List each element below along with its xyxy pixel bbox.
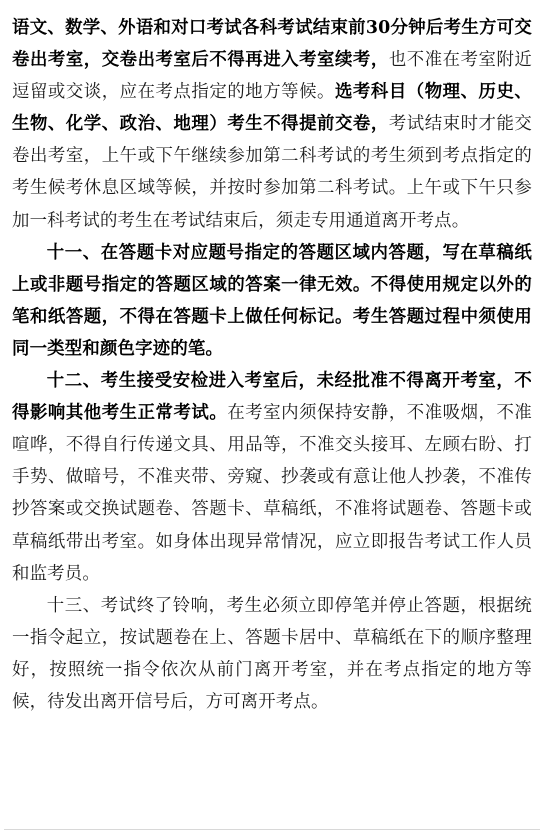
text-bold: 十一、在答题卡对应题号指定的答题区域内答题，写在草稿纸上或非题号指定的答题区域的答案一律无效。不得使用规定以外的笔和纸答题，不得在答题卡上做任何标记。考生答题过程中须使用同一类型和颜色字迹的笔。 — [12, 242, 532, 359]
text-regular: 十三、考试终了铃响，考生必须立即停笔并停止答题，根据统一指令起立，按试题卷在上、答题卡居中、草稿纸在下的顺序整理好，按照统一指令依次从前门离开考室，并在考点指定的地方等候，待发出离开信号后，方可离开考点。 — [12, 595, 532, 712]
paragraph-rule-11 — [12, 237, 532, 365]
text-regular: 考试结束时才能交卷出考室，上午或下午继续参加第二科考试的考生须到考点指定的考生候考休息区域等候，并按时参加第二科考试。上午或下午只参加一科考试的考生在考试结束后，须走专用通道离开考点。 — [12, 114, 533, 231]
text-regular: 也不准在考室附近逗留或交谈，应在考点指定的地方等候。 — [12, 50, 533, 103]
paragraph-rule-12 — [12, 365, 532, 590]
text-bold: 语文、数学、外语和对口考试各科考试结束前30分钟后考生方可交卷出考室，交卷出考室后不得再进入考室续考， — [12, 18, 532, 71]
text-bold: 十二、考生接受安检进入考室后，未经批准不得离开考室，不得影响其他考生正常考试。 — [12, 371, 532, 424]
page-bottom-divider — [4, 829, 540, 830]
text-regular: 在考室内须保持安静，不准吸烟，不准喧哗，不得自行传递文具、用品等，不准交头接耳、左顾右盼、打手势、做暗号，不准夹带、旁窥、抄袭或有意让他人抄袭，不准传抄答案或交换试题卷、答题卡、草稿纸，不准将试题卷、答题卡或草稿纸带出考室。如身体出现异常情况，应立即报告考试工作人员和监考员。 — [12, 403, 533, 584]
text-bold: 选考科目（物理、历史、生物、化学、政治、地理）考生不得提前交卷， — [12, 82, 533, 135]
paragraph-rule-13 — [12, 590, 532, 718]
paragraph-exam-exit-rules — [12, 12, 532, 237]
